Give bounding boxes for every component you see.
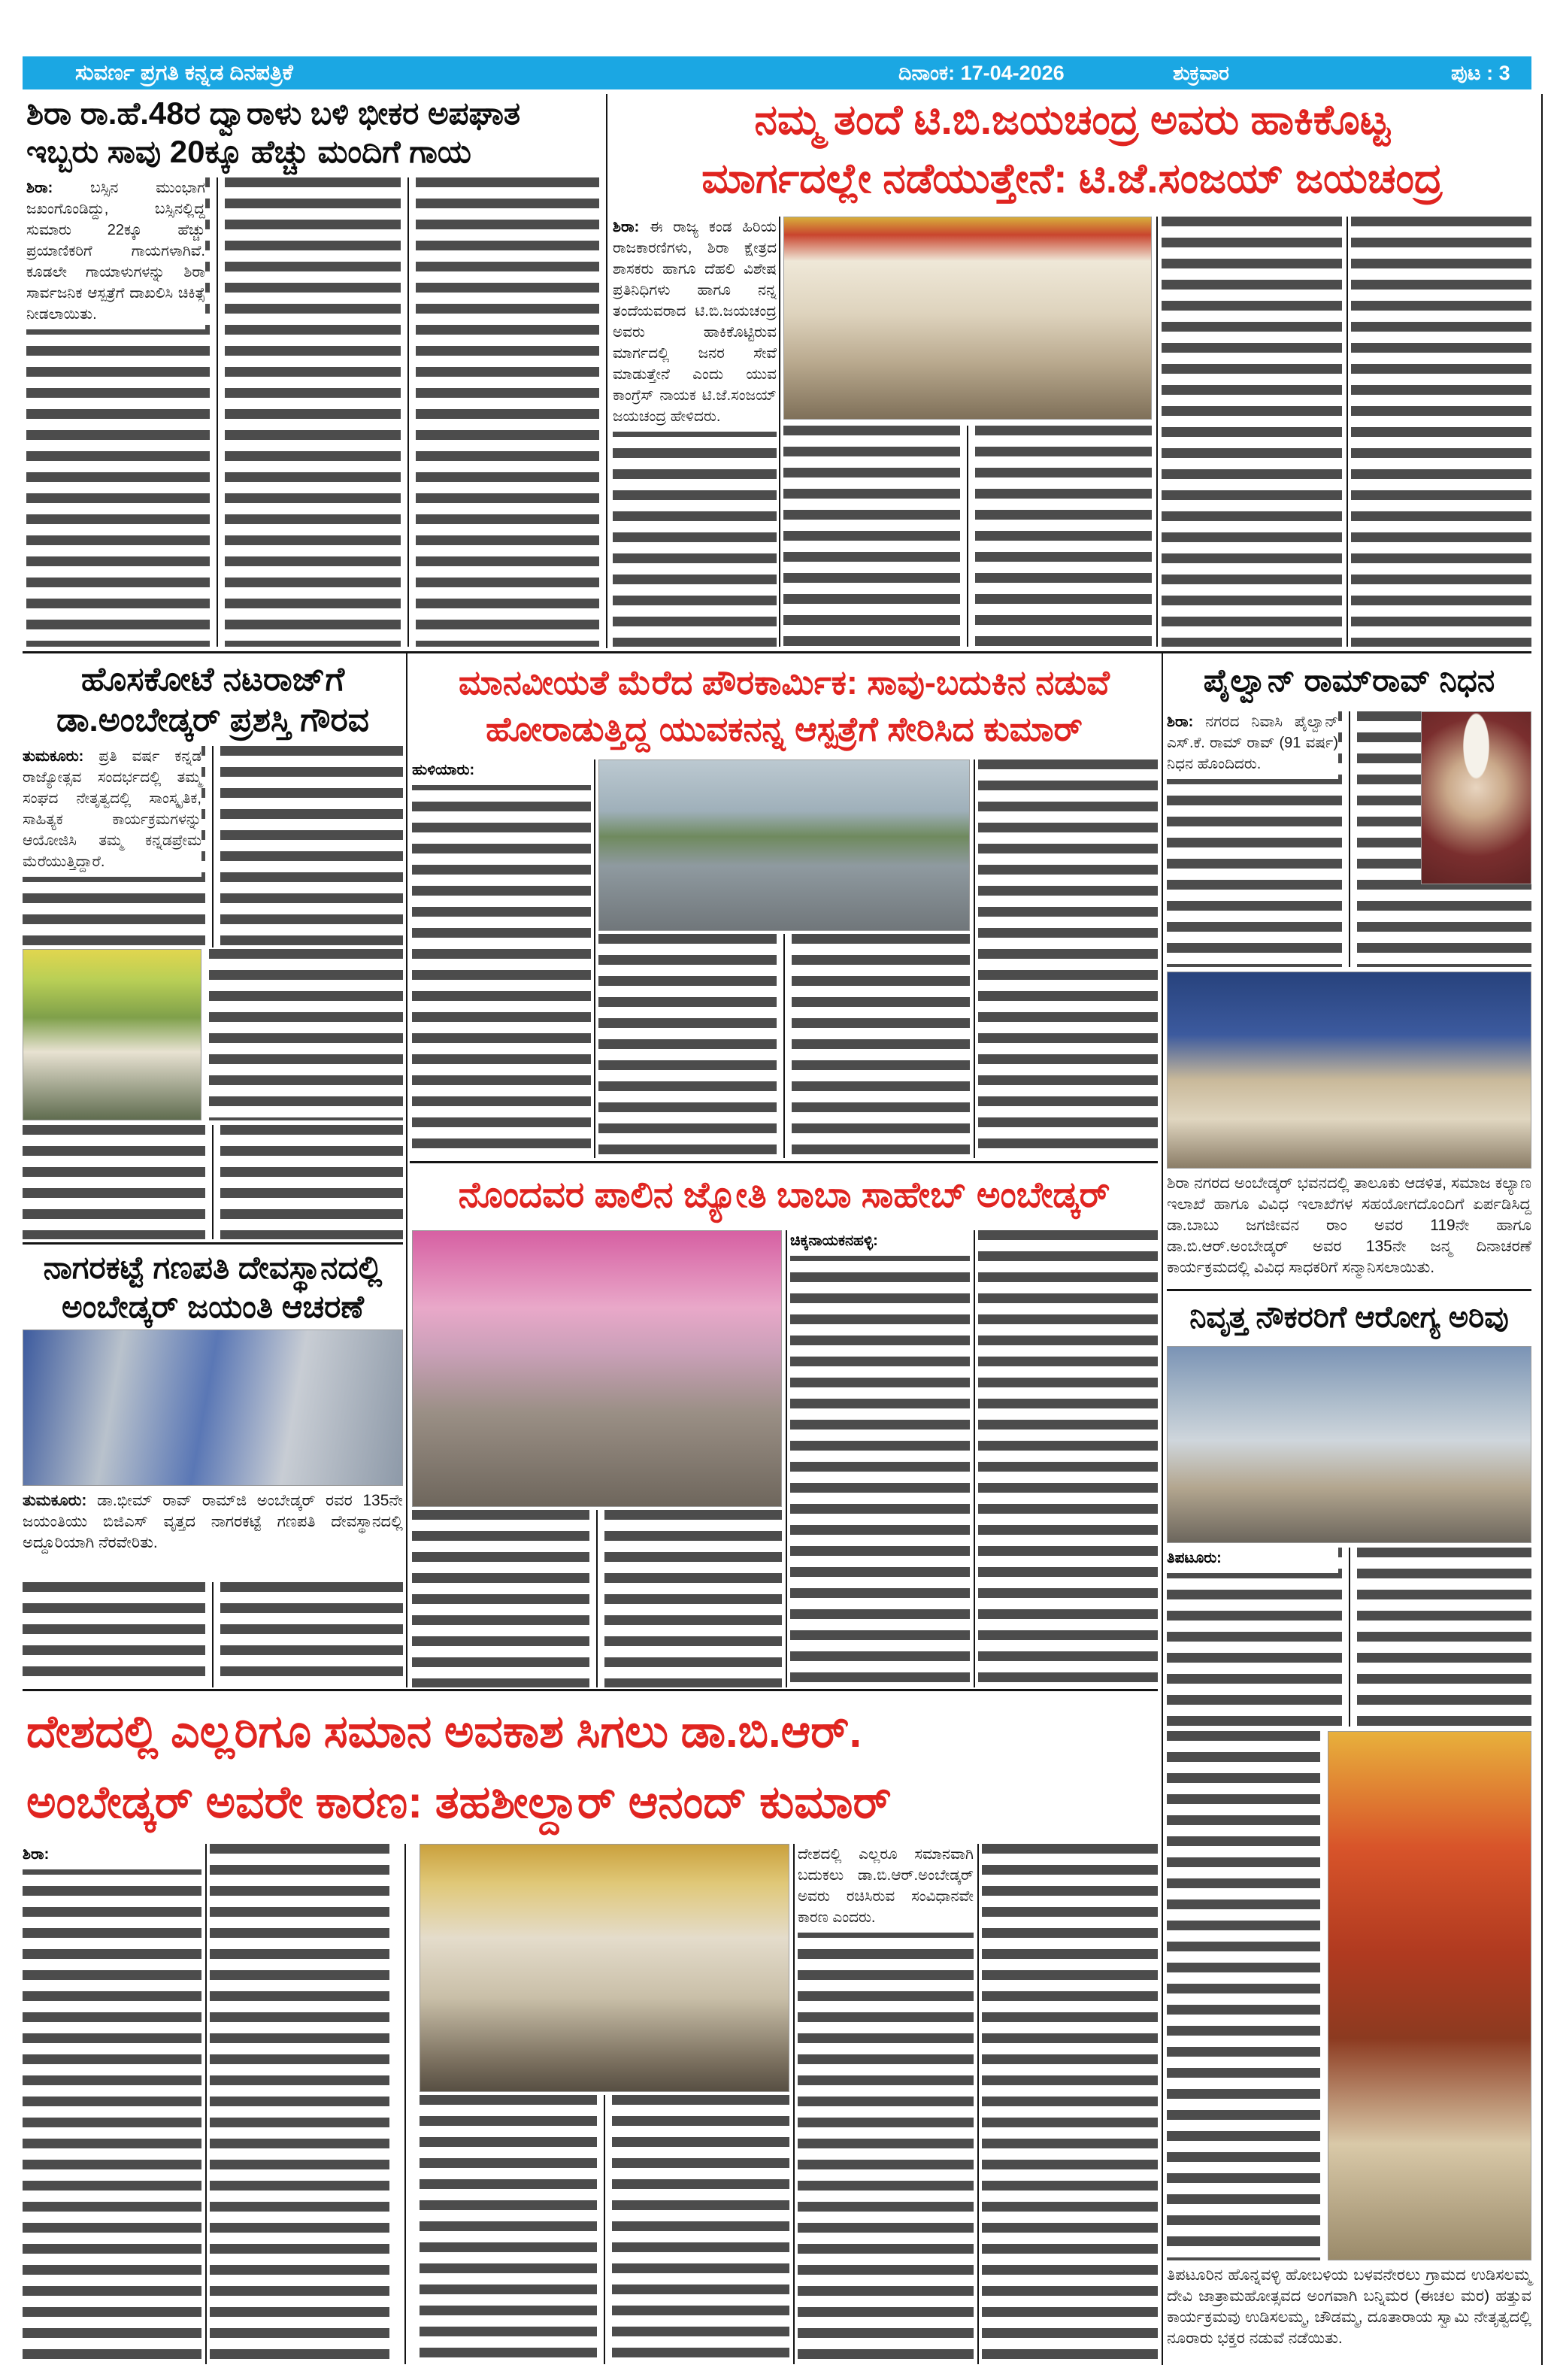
pourakarmika-headline-line2: ಹೋರಾಡುತ್ತಿದ್ದ ಯುವಕನನ್ನ ಆಸ್ಪತ್ರೆಗೆ ಸೇರಿಸಿದ ಕುಮಾರ್ [486,710,1083,748]
deshadalli-headline-line1: ದೇಶದಲ್ಲಿ ಎಲ್ಲರಿಗೂ ಸಮಾನ ಅವಕಾಶ ಸಿಗಲು ಡಾ.ಬಿ.ಆರ್. [26,1706,862,1757]
pourakarmika-body-col1 [412,759,591,1158]
nataraj-lead [23,746,201,877]
weekday-label: ಶುಕ್ರವಾರ [1173,62,1229,84]
column-gap [205,746,220,947]
column-rule [1346,217,1348,647]
column-gap [210,177,225,647]
deshadalli-excerpt-block [798,1844,974,1933]
jyothi-headline [412,1169,1156,1224]
column-rule [205,1844,207,2364]
pailwan-body [1167,711,1531,967]
accident-dateline: ಶಿರಾ: [26,180,53,196]
section-divider-vertical [606,94,607,648]
photo-convention [23,949,201,1120]
nagarakatte-headline-line1: ನಾಗರಕಟ್ಟೆ ಗಣಪತಿ ದೇವಸ್ಥಾನದಲ್ಲಿ [43,1250,383,1285]
sanjay-body-under-photo [783,426,1152,647]
section-divider-horizontal [410,1161,1158,1163]
nataraj-body-columns [23,746,403,947]
sanjay-body-col5 [1351,217,1531,647]
jyothi-body-under-photo [412,1510,782,1687]
nataraj-body-beside-photo [209,949,403,1120]
nagarakatte-caption-text: ಡಾ.ಭೀಮ್ ರಾವ್ ರಾಮ್‌ಜಿ ಅಂಬೇಡ್ಕರ್ ರವರ 135ನೇ ಜಯಂತಿಯು ಬಿಜಿಎಸ್ ವೃತ್ತದ ನಾಗರಕಟ್ಟೆ ಗಣಪತಿ ದೇವಸ್ಥಾನದಲ್ಲಿ ಅದ್ದೂರಿಯಾಗಿ ನೆರವೇರಿತು. [23,1492,403,1551]
photo-garbage-truck [598,759,970,931]
pailwan-lead [1167,711,1338,779]
nagarakatte-caption-dateline: ತುಮಕೂರು: [23,1492,87,1509]
date-label: ದಿನಾಂಕ: 17-04-2026 [898,62,1065,84]
jatra-caption-text: ತಿಪಟೂರಿನ ಹೊನ್ನವಳ್ಳಿ ಹೋಬಳಿಯ ಬಳವನೇರಲು ಗ್ರಾಮದ ಉಡಿಸಲಮ್ಮ ದೇವಿ ಜಾತ್ರಾಮಹೋತ್ಸವದ ಅಂಗವಾಗಿ ಬನ್ನಿಮರ (ಈಚಲ ಮರ) ಹತ್ತುವ ಕಾರ್ಯಕ್ರಮವು ಉಡಿಸಲಮ್ಮ, ಚೌಡಮ್ಮ, ದೂತಾರಾಯ ಸ್ವಾಮಿ ನೇತೃತ್ವದಲ್ಲಿ ನೂರಾರು ಭಕ್ತರ ನಡುವೆ ನಡೆಯಿತು. [1167,2266,1531,2347]
section-divider-horizontal [23,1242,403,1245]
accident-headline-line2: ಇಬ್ಬರು ಸಾವು 20ಕ್ಕೂ ಹೆಚ್ಚು ಮಂದಿಗೆ ಗಾಯ [26,134,471,169]
pourakarmika-dateline: ಹುಳಿಯಾರು: [412,762,475,778]
nivrutta-body [1167,1548,1531,1727]
section-divider-horizontal [23,1689,1158,1691]
nivrutta-headline-line1: ನಿವೃತ್ತ ನೌಕರರಿಗೆ ಆರೋಗ್ಯ ಅರಿವು [1189,1301,1509,1334]
column-rule [974,1230,975,1687]
section-divider-horizontal [23,651,1531,653]
photo-jatra-procession [1328,1731,1531,2260]
page-number-label: ಪುಟ : 3 [1451,62,1510,84]
column-gap [960,426,975,647]
pourakarmika-body-under-photo [598,934,970,1158]
pourakarmika-headline [412,659,1156,754]
accident-headline-line1: ಶಿರಾ ರಾ.ಹೆ.48ರ ದ್ವಾರಾಳು ಬಳಿ ಭೀಕರ ಅಪಘಾತ [26,96,521,131]
sanjay-body-col1 [613,217,777,647]
nagarakatte-headline [23,1248,403,1326]
deshadalli-headline-line2: ಅಂಬೇಡ್ಕರ್ ಅವರೇ ಕಾರಣ: ತಹಶೀಲ್ದಾರ್ ಆನಂದ್ ಕುಮಾರ್ [26,1777,892,1827]
nagarakatte-body [23,1582,403,1687]
column-gap [205,1125,220,1239]
pailwan-headline-line1: ಪೈಲ್ವಾನ್ ರಾಮ್‌ರಾವ್ ನಿಧನ [1203,662,1495,698]
sanjay-headline-line2: ಮಾರ್ಗದಲ್ಲೇ ನಡೆಯುತ್ತೇನೆ: ಟಿ.ಜೆ.ಸಂಜಯ್ ಜಯಚಂದ್ರ [701,155,1443,202]
nataraj-body-lower [23,1125,403,1239]
photo-blue-group [23,1329,403,1486]
jyothi-body-col4 [978,1230,1158,1687]
accident-body-columns [26,177,599,647]
deshadalli-excerpt: ದೇಶದಲ್ಲಿ ಎಲ್ಲರೂ ಸಮಾನವಾಗಿ ಬದುಕಲು ಡಾ.ಬಿ.ಆರ್.ಅಂಬೇಡ್ಕರ್ ಅವರು ರಚಿಸಿರುವ ಸಂವಿಧಾನವೇ ಕಾರಣ ಎಂದರು. [798,1846,974,1926]
section-divider-vertical [1162,653,1163,2365]
column-rule [786,1230,787,1687]
deshadalli-body-col6 [982,1844,1158,2364]
column-gap [1342,711,1357,967]
pailwan-dateline: ಶಿರಾ: [1167,714,1194,730]
column-rule [977,1844,979,2364]
nivrutta-headline [1167,1295,1531,1343]
nataraj-excerpt: ಪ್ರತಿ ವರ್ಷ ಕನ್ನಡ ರಾಜ್ಯೋತ್ಸವ ಸಂದರ್ಭದಲ್ಲಿ ತಮ್ಮ ಸಂಘದ ನೇತೃತ್ವದಲ್ಲಿ ಸಾಂಸ್ಕೃತಿಕ, ಸಾಹಿತ್ಯಕ ಕಾರ್ಯಕ್ರಮಗಳನ್ನು ಆಯೋಜಿಸಿ ತಮ್ಮ ಕನ್ನಡಪ್ರೇಮ ಮೆರೆಯುತ್ತಿದ್ದಾರೆ. [23,748,201,870]
jatra-body-col [1167,1731,1320,2260]
nagarakatte-caption [23,1490,403,1579]
pailwan-headline [1167,657,1531,707]
column-gap [597,2095,612,2364]
column-gap [401,177,416,647]
deshadalli-headline [26,1696,1154,1838]
column-gap [205,1582,220,1687]
jatra-caption [1167,2265,1531,2363]
sanjay-lead [613,217,777,432]
nivrutta-dateline: ತಿಪಟೂರು: [1167,1550,1222,1566]
nataraj-headline-line1: ಹೊಸಕೋಟೆ ನಟರಾಜ್‌ಗೆ [80,661,345,698]
masthead-bar [23,56,1531,89]
column-rule [779,217,780,647]
sanjay-dateline: ಶಿರಾ: [613,219,640,235]
sanman-caption [1167,1173,1531,1287]
column-rule [793,1844,795,2364]
jyothi-body-col3 [790,1230,970,1687]
jyothi-headline-line1: ನೊಂದವರ ಪಾಲಿನ ಜ್ಯೋತಿ ಬಾಬಾ ಸಾಹೇಬ್ ಅಂಬೇಡ್ಕರ್ [458,1175,1110,1215]
column-rule [594,759,595,1158]
accident-excerpt: ಬಸ್ಸಿನ ಮುಂಭಾಗ ಜಖಂಗೊಂಡಿದ್ದು, ಬಸ್ಸಿನಲ್ಲಿದ್ದ ಸುಮಾರು 22ಕ್ಕೂ ಹೆಚ್ಚು ಪ್ರಯಾಣಿಕರಿಗೆ ಗಾಯಗಳಾಗಿವೆ. ಕೂಡಲೇ ಗಾಯಾಳುಗಳನ್ನು ಶಿರಾ ಸಾರ್ವಜನಿಕ ಆಸ್ಪತ್ರೆಗೆ ದಾಖಲಿಸಿ ಚಿಕಿತ್ಸೆ ನೀಡಲಾಯಿತು. [26,180,205,323]
accident-lead [26,177,205,329]
deshadalli-body-col2 [210,1844,389,2364]
sanjay-headline-line1: ನಮ್ಮ ತಂದೆ ಟಿ.ಬಿ.ಜಯಚಂದ್ರ ಅವರು ಹಾಕಿಕೊಟ್ಟ [754,96,1390,143]
sanman-caption-text: ಶಿರಾ ನಗರದ ಅಂಬೇಡ್ಕರ್ ಭವನದಲ್ಲಿ ತಾಲೂಕು ಆಡಳಿತ, ಸಮಾಜ ಕಲ್ಯಾಣ ಇಲಾಖೆ ಹಾಗೂ ವಿವಿಧ ಇಲಾಖೆಗಳ ಸಹಯೋಗದೊಂದಿಗೆ ಏರ್ಪಡಿಸಿದ್ದ ಡಾ.ಬಾಬು ಜಗಜೀವನ ರಾಂ ಅವರ 119ನೇ ಹಾಗೂ ಡಾ.ಬಿ.ಆರ್.ಅಂಬೇಡ್ಕರ್ ಅವರ 135ನೇ ಜನ್ಮ ದಿನಾಚರಣೆ ಕಾರ್ಯಕ್ರಮದಲ್ಲಿ ವಿವಿಧ ಸಾಧಕರಿಗೆ ಸನ್ಮಾನಿಸಲಾಯಿತು. [1167,1175,1531,1276]
deshadalli-dateline: ಶಿರಾ: [23,1846,50,1863]
pourakarmika-lead [412,759,591,785]
sanjay-headline [613,90,1531,211]
nataraj-headline-line2: ಡಾ.ಅಂಬೇಡ್ಕರ್ ಪ್ರಶಸ್ತಿ ಗೌರವ [56,702,369,738]
photo-garlanding [783,217,1152,420]
column-gap [589,1510,604,1687]
masthead-title: ಸುವರ್ಣ ಪ್ರಗತಿ ಕನ್ನಡ ದಿನಪತ್ರಿಕೆ [75,61,293,85]
pourakarmika-headline-line1: ಮಾನವೀಯತೆ ಮೆರೆದ ಪೌರಕಾರ್ಮಿಕ: ಸಾವು-ಬದುಕಿನ ನಡುವೆ [459,663,1110,702]
deshadalli-body-under-photo [420,2095,789,2364]
nataraj-dateline: ತುಮಕೂರು: [23,748,84,765]
column-rule [974,759,975,1158]
jyothi-dateline: ಚಿಕ್ಕನಾಯಕನಹಳ್ಳಿ: [790,1232,878,1249]
page-edge-rule [1541,94,1543,2365]
deshadalli-lead [23,1844,201,1869]
column-gap [777,934,792,1158]
section-divider-vertical [406,653,407,1687]
photo-sanman-stage [1167,972,1531,1169]
column-rule [1156,217,1158,647]
column-rule [404,1844,406,2364]
jyothi-lead [790,1230,970,1256]
sanjay-body-col4 [1162,217,1342,647]
column-gap [1342,1548,1357,1727]
nataraj-headline [23,659,403,741]
nagarakatte-headline-line2: ಅಂಬೇಡ್ಕರ್ ಜಯಂತಿ ಆಚರಣೆ [62,1289,364,1324]
deshadalli-body-col5 [798,1844,974,2364]
nivrutta-lead [1167,1548,1338,1573]
deshadalli-body-col1 [23,1844,201,2364]
photo-event-stage [412,1230,782,1507]
section-divider-horizontal [1167,1289,1531,1291]
photo-pailwan-portrait [1421,711,1531,884]
photo-lamp-lighting [420,1844,789,2092]
sanjay-excerpt: ಈ ರಾಜ್ಯ ಕಂಡ ಹಿರಿಯ ರಾಜಕಾರಣಿಗಳು, ಶಿರಾ ಕ್ಷೇತ್ರದ ಶಾಸಕರು ಹಾಗೂ ದೆಹಲಿ ವಿಶೇಷ ಪ್ರತಿನಿಧಿಗಳು ಹಾಗೂ ನನ್ನ ತಂದೆಯವರಾದ ಟಿ.ಬಿ.ಜಯಚಂದ್ರ ಅವರು ಹಾಕಿಕೊಟ್ಟಿರುವ ಮಾರ್ಗದಲ್ಲಿ ಜನರ ಸೇವೆ ಮಾಡುತ್ತೇನೆ ಎಂದು ಯುವ ಕಾಂಗ್ರೆಸ್ ನಾಯಕ ಟಿ.ಜೆ.ಸಂಜಯ್ ಜಯಚಂದ್ರ ಹೇಳಿದರು. [613,219,777,425]
photo-retired-meeting [1167,1346,1531,1543]
accident-headline [26,94,599,171]
pourakarmika-body-col4 [978,759,1158,1158]
pailwan-excerpt: ನಗರದ ನಿವಾಸಿ ಪೈಲ್ವಾನ್ ಎಸ್.ಕೆ. ರಾಮ್ ರಾವ್ (91 ವರ್ಷ) ನಿಧನ ಹೊಂದಿದರು. [1167,714,1338,772]
